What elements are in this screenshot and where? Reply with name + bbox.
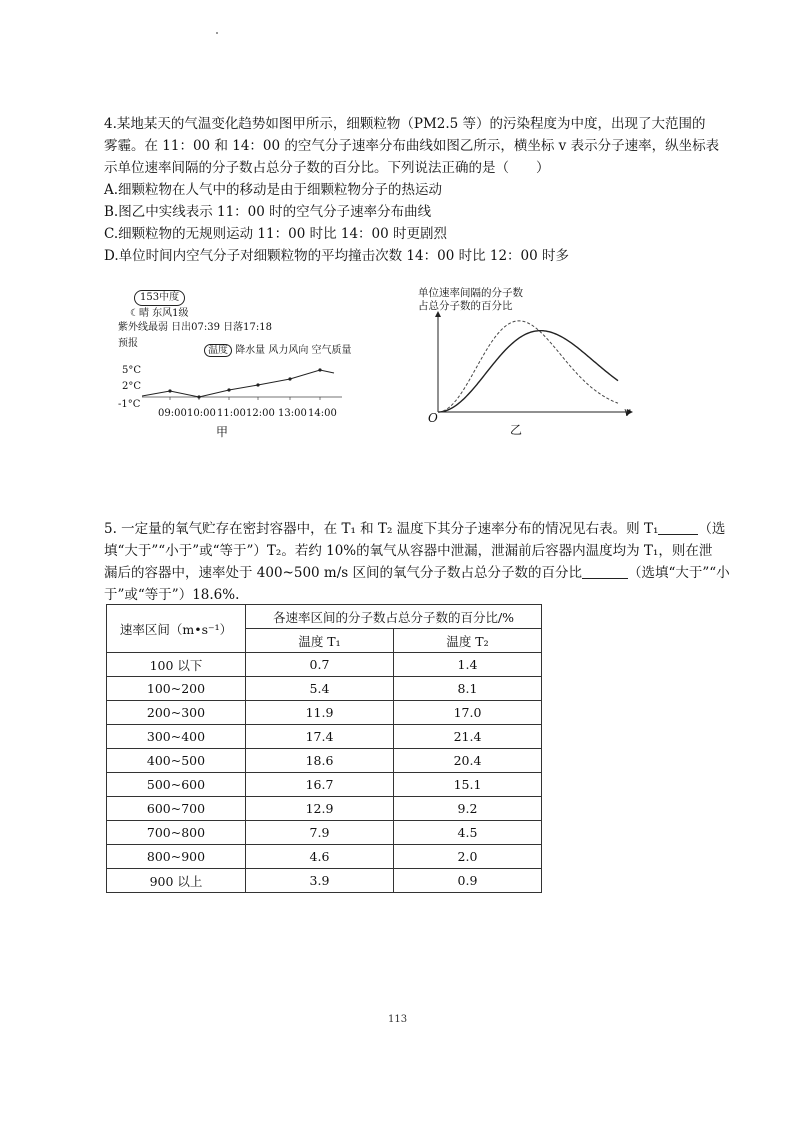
weather-tabs — [204, 345, 352, 357]
aqi-badge: 153中度 — [134, 290, 185, 306]
caption-jia: 甲 — [216, 425, 229, 439]
page-number: 113 — [388, 1014, 408, 1025]
cell-range: 700~800 — [107, 821, 246, 845]
tab-temperature: 温度 — [204, 344, 232, 357]
cell-t1: 16.7 — [246, 773, 394, 797]
speed-distribution-chart — [420, 308, 640, 420]
temperature-chart — [142, 364, 342, 414]
answer-blank-1[interactable] — [658, 520, 698, 535]
y-tick-minus1: -1°C — [118, 399, 141, 410]
weather-panel — [114, 288, 374, 448]
cell-t1: 18.6 — [246, 749, 394, 773]
cell-t1: 11.9 — [246, 701, 394, 725]
temp-ticks — [170, 397, 320, 400]
table-body — [107, 653, 542, 893]
cell-t1: 17.4 — [246, 725, 394, 749]
cell-t2: 9.2 — [394, 797, 542, 821]
cell-t2: 17.0 — [394, 701, 542, 725]
header-temp-t1: 温度 T₁ — [246, 629, 394, 653]
q4-option-b: B.图乙中实线表示 11：00 时的空气分子速率分布曲线 — [104, 204, 432, 220]
x-tick-1400: 14:00 — [308, 408, 337, 419]
table-row — [107, 653, 542, 677]
q5-line-4: 于”或“等于”）18.6%. — [104, 587, 240, 603]
cell-range: 200~300 — [107, 701, 246, 725]
x-tick-1100: 11:00 — [217, 408, 246, 419]
y-tick-2: 2°C — [122, 381, 142, 392]
x-tick-0900: 09:00 — [158, 408, 187, 419]
question-5 — [104, 518, 730, 606]
scan-speck — [216, 32, 218, 34]
cell-range: 500~600 — [107, 773, 246, 797]
cell-t2: 21.4 — [394, 725, 542, 749]
axis-v-label: v — [624, 405, 631, 419]
q5-line-2: 填“大于”“小于”或“等于”）T₂。若约 10%的氧气从容器中泄漏，泄漏前后容器内温度均为 T₁，则在泄 — [104, 543, 713, 559]
q4-option-d: D.单位时间内空气分子对细颗粒物的平均撞击次数 14：00 时比 12：00 时多 — [104, 248, 570, 264]
cell-t2: 4.5 — [394, 821, 542, 845]
table-row — [107, 749, 542, 773]
uv-sunrise-sunset: 紫外线最弱 日出07:39 日落17:18 — [118, 322, 272, 333]
caption-yi: 乙 — [510, 423, 523, 437]
question-4 — [104, 113, 719, 267]
header-temp-t2: 温度 T₂ — [394, 629, 542, 653]
cell-t1: 5.4 — [246, 677, 394, 701]
cell-t2: 8.1 — [394, 677, 542, 701]
cell-t2: 0.9 — [394, 869, 542, 893]
q4-stem-line-1: 4.某地某天的气温变化趋势如图甲所示，细颗粒物（PM2.5 等）的污染程度为中度，出现了大范围的 — [104, 116, 706, 132]
forecast-label: 预报 — [118, 338, 138, 349]
temp-points — [168, 368, 321, 398]
cell-range: 400~500 — [107, 749, 246, 773]
q5-line-1: 5. 一定量的氧气贮存在密封容器中，在 T₁ 和 T₂ 温度下其分子速率分布的情况见右表。则 T₁ （选 — [104, 521, 726, 537]
cell-range: 900 以上 — [107, 869, 246, 893]
answer-blank-2[interactable] — [582, 564, 628, 579]
cell-t1: 7.9 — [246, 821, 394, 845]
q4-stem-line-2: 雾霾。在 11：00 和 14：00 的空气分子速率分布曲线如图乙所示，横坐标 v 表示分子速率，纵坐标表 — [104, 138, 720, 154]
cell-range: 600~700 — [107, 797, 246, 821]
table-row — [107, 725, 542, 749]
q4-option-c: C.细颗粒物的无规则运动 11：00 时比 14：00 时更剧烈 — [104, 226, 448, 242]
table-row — [107, 869, 542, 893]
temp-line — [142, 370, 334, 397]
q4-option-a: A.细颗粒物在人气中的移动是由于细颗粒物分子的热运动 — [104, 182, 443, 198]
cell-range: 800~900 — [107, 845, 246, 869]
cell-range: 300~400 — [107, 725, 246, 749]
q4-stem-line-3: 示单位速率间隔的分子数占总分子数的百分比。下列说法正确的是（ ） — [104, 160, 550, 176]
table-row — [107, 797, 542, 821]
header-percentage: 各速率区间的分子数占总分子数的百分比/% — [246, 605, 542, 629]
cell-t1: 12.9 — [246, 797, 394, 821]
dist-ylabel-line-2: 占总分子数的百分比 — [418, 300, 513, 312]
moon-icon: ☾ — [130, 308, 139, 319]
cell-t2: 20.4 — [394, 749, 542, 773]
table-row — [107, 845, 542, 869]
table-row — [107, 773, 542, 797]
x-tick-1300: 13:00 — [278, 408, 307, 419]
speed-distribution-table — [106, 604, 542, 893]
cell-t2: 1.4 — [394, 653, 542, 677]
cell-t1: 4.6 — [246, 845, 394, 869]
cell-t1: 3.9 — [246, 869, 394, 893]
series-solid-curve — [438, 331, 618, 412]
weather-condition: ☾晴 东风1级 — [130, 308, 189, 319]
cell-range: 100~200 — [107, 677, 246, 701]
q5-line-3: 漏后的容器中，速率处于 400~500 m/s 区间的氧气分子数占总分子数的百分比 （选填“大于”“小 — [104, 565, 730, 581]
x-tick-1200: 12:00 — [246, 408, 275, 419]
cell-t2: 2.0 — [394, 845, 542, 869]
header-speed-range: 速率区间（m•s⁻¹） — [107, 605, 246, 653]
cell-t1: 0.7 — [246, 653, 394, 677]
table-row — [107, 701, 542, 725]
tab-others: 降水量 风力风向 空气质量 — [235, 345, 352, 356]
cell-range: 100 以下 — [107, 653, 246, 677]
dist-ylabel-line-1: 单位速率间隔的分子数 — [418, 287, 523, 299]
x-tick-1000: 10:00 — [187, 408, 216, 419]
table-row — [107, 821, 542, 845]
y-tick-5: 5°C — [122, 365, 142, 376]
cell-t2: 15.1 — [394, 773, 542, 797]
origin-label: O — [428, 411, 438, 425]
table-row — [107, 677, 542, 701]
